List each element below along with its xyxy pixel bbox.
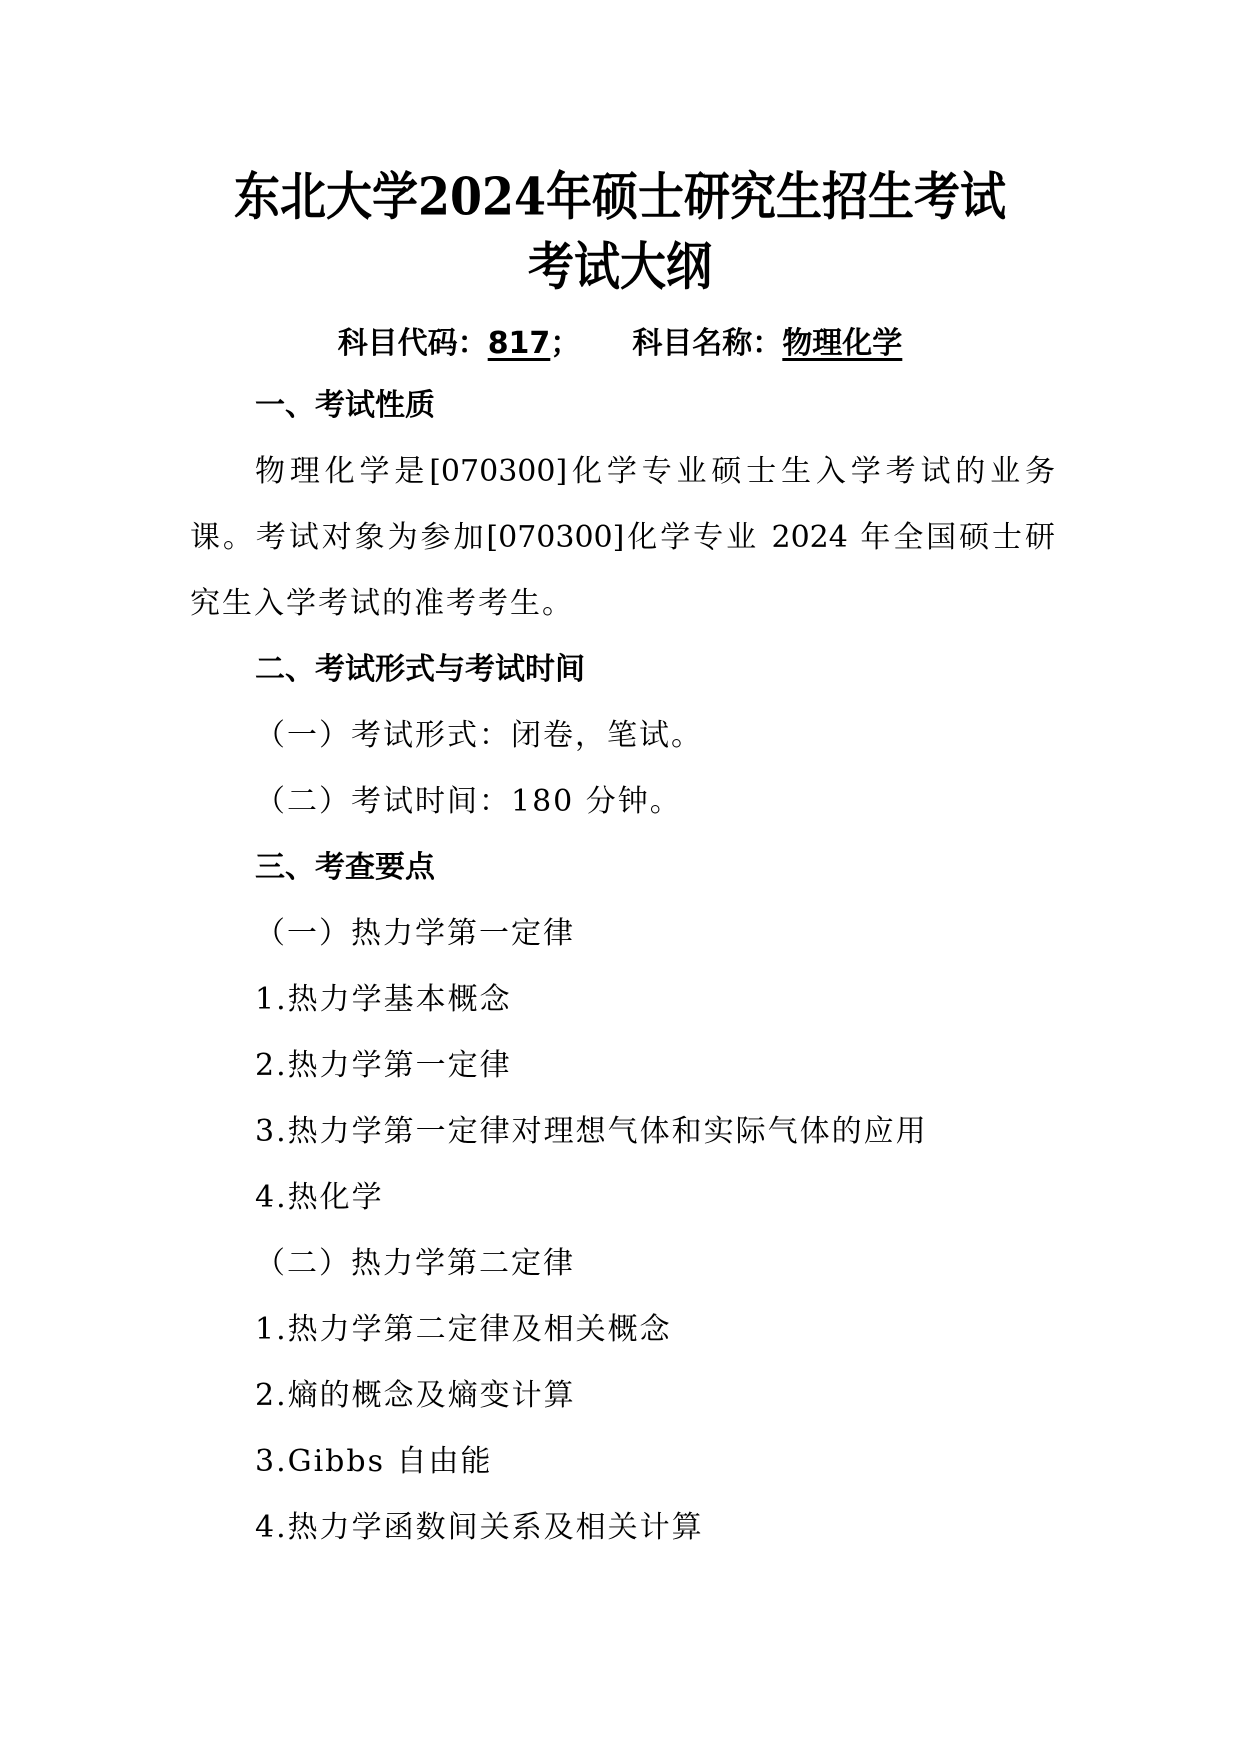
document-title: 东北大学2024年硕士研究生招生考试	[233, 166, 1007, 227]
section-heading-2: 二、考试形式与考试时间	[255, 652, 585, 687]
section-heading-3: 三、考查要点	[255, 850, 435, 885]
subject-code-value: 817	[487, 326, 551, 361]
outline-item: 4.热力学函数间关系及相关计算	[255, 1510, 704, 1545]
section-1-paragraph-line: 课。考试对象为参加[070300]化学专业 2024 年全国硕士研	[190, 520, 1055, 555]
exam-duration-item: （二）考试时间：180 分钟。	[255, 784, 682, 819]
subject-name-value: 物理化学	[782, 326, 903, 361]
outline-item: 2.热力学第一定律	[255, 1048, 512, 1083]
subject-info	[0, 318, 1240, 362]
section-1-paragraph-line: 究生入学考试的准考考生。	[190, 586, 574, 621]
subsection-title-1: （一）热力学第一定律	[255, 916, 575, 951]
outline-item: 1.热力学第二定律及相关概念	[255, 1312, 672, 1347]
section-heading-1: 一、考试性质	[255, 388, 435, 423]
document-subtitle: 考试大纲	[528, 236, 712, 297]
section-1-paragraph-line: 物理化学是[070300]化学专业硕士生入学考试的业务	[255, 454, 1055, 489]
subsection-title-2: （二）热力学第二定律	[255, 1246, 575, 1281]
outline-item: 1.热力学基本概念	[255, 982, 512, 1017]
subject-code-separator: ；	[550, 326, 581, 361]
outline-item: 3.Gibbs 自由能	[255, 1444, 493, 1479]
exam-format-item: （一）考试形式：闭卷，笔试。	[255, 718, 703, 753]
outline-item: 2.熵的概念及熵变计算	[255, 1378, 576, 1413]
subject-name-label: 科目名称：	[632, 326, 783, 361]
outline-item: 3.热力学第一定律对理想气体和实际气体的应用	[255, 1114, 928, 1149]
subject-code-label: 科目代码：	[337, 326, 488, 361]
outline-item: 4.热化学	[255, 1180, 384, 1215]
